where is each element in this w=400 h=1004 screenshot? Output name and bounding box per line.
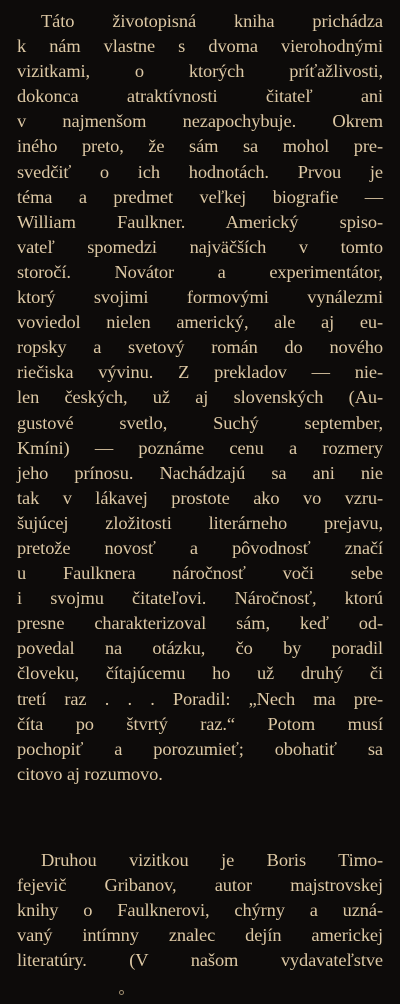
text-line: Táto životopisná kniha prichádza <box>41 11 383 31</box>
text-line: jeho prínosu. Nachádzajú sa ani nie <box>17 462 383 483</box>
text-line: len českých, už aj slovenských (Au- <box>17 387 383 408</box>
text-line: ktorý svojimi formovými vynálezmi <box>17 287 383 308</box>
text-line: pochopiť a porozumieť; obohatiť sa <box>17 738 383 759</box>
text-line: riečiska vývinu. Z prekladov — nie- <box>17 362 383 383</box>
text-line: i svojmu čitateľovi. Náročnosť, ktorú <box>17 588 383 609</box>
text-line: číta po štvrtý raz.“ Potom musí <box>17 713 383 734</box>
text-line: pretože novosť a pôvodnosť značí <box>17 537 383 558</box>
text-line: fejevič Gribanov, autor majstrovskej <box>17 875 383 896</box>
text-line: u Faulknera náročnosť voči sebe <box>17 563 383 584</box>
text-line: William Faulkner. Americký spiso- <box>17 211 383 232</box>
text-line: vaný intímny znalec dejín americkej <box>17 925 383 946</box>
text-line: gustové svetlo, Suchý september, <box>17 412 383 433</box>
paragraph-1 <box>17 9 383 787</box>
text-line: citovo aj rozumovo. <box>17 763 163 784</box>
text-line: tak v lákavej prostote ako vo vzru- <box>17 487 383 508</box>
text-line: presne charakterizoval sám, keď od- <box>17 613 383 634</box>
print-mark <box>119 990 124 995</box>
text-line: Kmíni) — poznáme cenu a rozmery <box>17 437 383 458</box>
text-line: knihy o Faulknerovi, chýrny a uzná- <box>17 900 383 921</box>
text-line: voviedol nielen americký, ale aj eu- <box>17 312 383 333</box>
paragraph-2 <box>17 848 383 973</box>
text-line: vizitkami, o ktorých príťažlivosti, <box>17 61 383 82</box>
text-line: k nám vlastne s dvoma vierohodnými <box>17 36 383 57</box>
text-line: povedal na otázku, čo by poradil <box>17 638 383 659</box>
text-line: človeku, čítajúcemu ho už druhý či <box>17 663 383 684</box>
text-line: šujúcej zložitosti literárneho prejavu, <box>17 512 383 533</box>
text-line: Druhou vizitkou je Boris Timo- <box>41 850 383 870</box>
text-line: literatúry. (V našom vydavateľstve <box>17 950 383 971</box>
text-line: ropsky a svetový román do nového <box>17 337 383 358</box>
text-line: iného preto, že sám sa mohol pre- <box>17 136 383 157</box>
text-line: dokonca atraktívnosti čitateľ ani <box>17 86 383 107</box>
text-line: vateľ spomedzi najväčších v tomto <box>17 236 383 257</box>
text-line: v najmenšom nezapochybuje. Okrem <box>17 111 383 132</box>
text-line: storočí. Novátor a experimentátor, <box>17 261 383 282</box>
text-line: tretí raz . . . Poradil: „Nech ma pre- <box>17 688 383 709</box>
text-line: téma a predmet veľkej biografie — <box>17 186 383 207</box>
text-line: svedčiť o ich hodnotách. Prvou je <box>17 161 383 182</box>
